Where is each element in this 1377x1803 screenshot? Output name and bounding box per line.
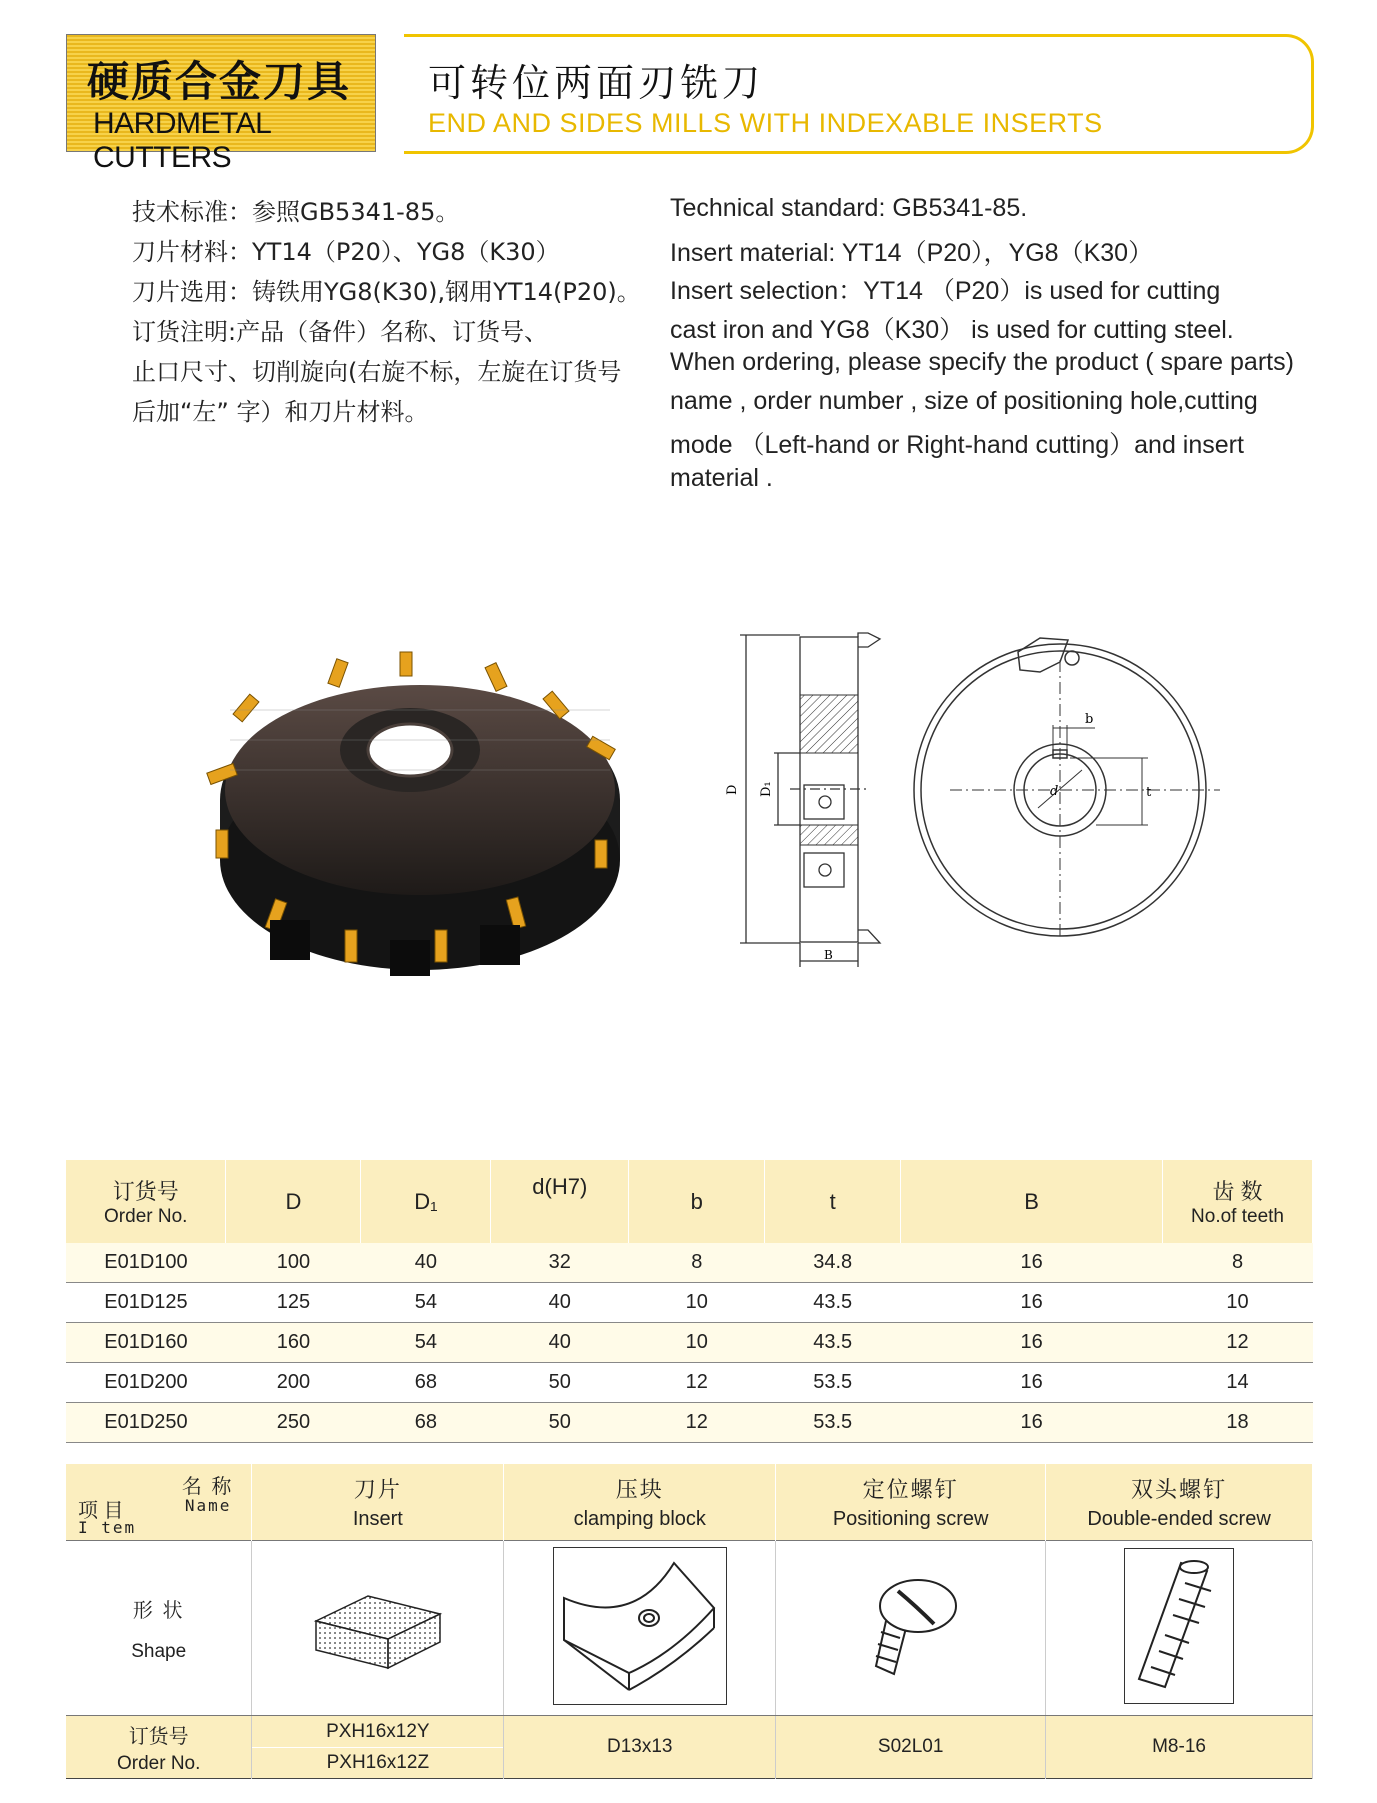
- order-label-en: Order No.: [116, 1752, 201, 1774]
- cell-d: 40: [491, 1283, 629, 1323]
- double-screw-shape-cell: [1046, 1541, 1313, 1716]
- cell-order: E01D160: [66, 1323, 226, 1363]
- parts-shape-row: [66, 1541, 1313, 1716]
- side-section-drawing: [725, 625, 890, 970]
- col-header-teeth-en: No.of teeth: [1191, 1206, 1284, 1227]
- intro-en-line: material .: [670, 463, 773, 492]
- corner-name-en: Name: [184, 1496, 232, 1515]
- order-label-zh: 订货号: [128, 1725, 189, 1748]
- cell-B: 16: [901, 1283, 1163, 1323]
- cell-D1: 68: [361, 1403, 491, 1443]
- cell-d: 50: [491, 1363, 629, 1403]
- double-screw-shape-image: [1125, 1549, 1233, 1703]
- cell-D: 125: [226, 1283, 361, 1323]
- col-header-zh: 压块: [615, 1477, 664, 1502]
- insert-order-cell: [252, 1716, 504, 1779]
- page-title-zh: 可转位两面刃铣刀: [428, 61, 765, 105]
- cell-teeth: 18: [1163, 1403, 1313, 1443]
- badge-title-zh: 硬质合金刀具: [87, 57, 352, 106]
- intro-en-line: name , order number , size of positioning hole,cutting: [670, 386, 1258, 415]
- table-row: [66, 1283, 1313, 1323]
- screw-shape-cell: [776, 1541, 1046, 1716]
- corner-item-zh: 项 目: [78, 1500, 124, 1522]
- cell-B: 16: [901, 1363, 1163, 1403]
- spec-table: [66, 1160, 1313, 1443]
- cell-d: 50: [491, 1403, 629, 1443]
- insert-shape-cell: [252, 1541, 504, 1716]
- col-header-b: b: [629, 1160, 765, 1243]
- cell-B: 16: [901, 1243, 1163, 1283]
- col-header-zh: 刀片: [353, 1477, 402, 1502]
- insert-order-z: PXH16x12Z: [326, 1751, 430, 1773]
- cell-b: 10: [629, 1323, 765, 1363]
- cell-B: 16: [901, 1323, 1163, 1363]
- cell-D1: 54: [361, 1323, 491, 1363]
- col-header-t: t: [765, 1160, 901, 1243]
- dim-label-t: t: [1146, 785, 1152, 800]
- intro-zh-line: 刀片选用：铸铁用YG8(K30),钢用YT14(P20)。: [132, 278, 641, 306]
- cell-order: E01D100: [66, 1243, 226, 1283]
- col-header-en: Insert: [352, 1508, 403, 1530]
- corner-item-en: I tem: [78, 1518, 137, 1537]
- shape-label-en: Shape: [131, 1640, 187, 1662]
- col-header-zh: 双头螺钉: [1131, 1477, 1228, 1502]
- col-header-teeth-zh: 齿 数: [1212, 1179, 1263, 1204]
- col-header-en: Double-ended screw: [1087, 1508, 1271, 1530]
- cell-teeth: 8: [1163, 1243, 1313, 1283]
- parts-table: [66, 1464, 1313, 1779]
- cell-teeth: 14: [1163, 1363, 1313, 1403]
- intro-en-line: mode （Left-hand or Right-hand cutting）and insert: [670, 431, 1244, 459]
- insert-order-y: PXH16x12Y: [252, 1717, 503, 1748]
- insert-shape-image: [308, 1576, 448, 1676]
- double-screw-shape-frame: [1124, 1548, 1234, 1704]
- col-header-positioning-screw: [776, 1464, 1046, 1541]
- cell-teeth: 10: [1163, 1283, 1313, 1323]
- intro-en: [670, 194, 1294, 502]
- intro-zh-line: 止口尺寸、切削旋向(右旋不标，左旋在订货号: [132, 358, 622, 386]
- cell-t: 53.5: [765, 1363, 901, 1403]
- page-title-en: END AND SIDES MILLS WITH INDEXABLE INSERTS: [428, 108, 1103, 138]
- cell-order: E01D125: [66, 1283, 226, 1323]
- parts-header-row: [66, 1464, 1313, 1541]
- clamp-shape-image: [554, 1548, 726, 1704]
- intro-zh-line: 后加“左” 字）和刀片材料。: [132, 398, 429, 426]
- intro-zh-line: 刀片材料：YT14（P20）、YG8（K30）: [132, 238, 560, 266]
- cell-D: 100: [226, 1243, 361, 1283]
- cell-B: 16: [901, 1403, 1163, 1443]
- intro-zh-line: 订货注明:产品（备件）名称、订货号、: [132, 318, 549, 346]
- col-header-teeth: [1163, 1160, 1313, 1243]
- intro-en-line: Technical standard: GB5341-85.: [670, 194, 1028, 222]
- cell-D: 160: [226, 1323, 361, 1363]
- clamp-shape-frame: [553, 1547, 727, 1705]
- intro-en-line: Insert material: YT14（P20），YG8（K30）: [670, 238, 1154, 267]
- col-header-d: d(H7): [491, 1160, 629, 1243]
- col-header-clamping-block: [504, 1464, 776, 1541]
- dim-label-B: B: [824, 948, 833, 962]
- clamp-order-cell: D13x13: [504, 1716, 776, 1779]
- cell-t: 43.5: [765, 1323, 901, 1363]
- col-header-double-ended-screw: [1046, 1464, 1313, 1541]
- cell-t: 34.8: [765, 1243, 901, 1283]
- intro-en-line: When ordering, please specify the product ( spare parts): [670, 348, 1294, 376]
- table-row: [66, 1403, 1313, 1443]
- spec-header-row: [66, 1160, 1313, 1243]
- intro-zh-line: 技术标准：参照GB5341-85。: [132, 198, 460, 226]
- clamp-shape-cell: [504, 1541, 776, 1716]
- col-header-B: B: [901, 1160, 1163, 1243]
- intro-en-line: Insert selection：YT14 （P20）is used for cutting: [670, 277, 1221, 305]
- cell-b: 10: [629, 1283, 765, 1323]
- cell-b: 12: [629, 1363, 765, 1403]
- cell-b: 8: [629, 1243, 765, 1283]
- cutter-photo: [210, 650, 630, 980]
- table-row: [66, 1243, 1313, 1283]
- badge-title-en: HARDMETAL CUTTERS: [93, 107, 271, 174]
- cell-D1: 54: [361, 1283, 491, 1323]
- order-label-cell: [66, 1716, 252, 1779]
- screw-order-cell: S02L01: [776, 1716, 1046, 1779]
- corner-name-zh: 名 称: [181, 1476, 234, 1498]
- table-row: [66, 1363, 1313, 1403]
- cell-t: 43.5: [765, 1283, 901, 1323]
- cell-D: 250: [226, 1403, 361, 1443]
- col-header-en: clamping block: [573, 1508, 706, 1530]
- cell-D1: 68: [361, 1363, 491, 1403]
- double-screw-order-cell: M8-16: [1046, 1716, 1313, 1779]
- parts-corner-cell: [66, 1464, 252, 1541]
- cell-t: 53.5: [765, 1403, 901, 1443]
- cell-teeth: 12: [1163, 1323, 1313, 1363]
- parts-order-row: [66, 1716, 1313, 1779]
- cell-D1: 40: [361, 1243, 491, 1283]
- cell-b: 12: [629, 1403, 765, 1443]
- dim-label-b: b: [1085, 712, 1094, 727]
- col-header-D: D: [226, 1160, 361, 1243]
- dim-label-d: d: [1050, 784, 1059, 799]
- intro-en-line: cast iron and YG8（K30） is used for cutting steel.: [670, 315, 1234, 344]
- dim-label-D1: D₁: [759, 781, 774, 797]
- cell-D: 200: [226, 1363, 361, 1403]
- table-row: [66, 1323, 1313, 1363]
- screw-shape-image: [856, 1566, 966, 1686]
- shape-label-zh: 形 状: [132, 1599, 185, 1622]
- col-header-order-en: Order No.: [104, 1206, 188, 1227]
- cell-d: 40: [491, 1323, 629, 1363]
- category-badge: [66, 34, 376, 174]
- front-view-drawing: [910, 630, 1230, 950]
- col-header-D1: D₁: [361, 1160, 491, 1243]
- dim-label-D: D: [725, 784, 740, 795]
- col-header-order-zh: 订货号: [112, 1179, 179, 1204]
- col-header-insert: [252, 1464, 504, 1541]
- cell-order: E01D200: [66, 1363, 226, 1403]
- shape-label-cell: [66, 1541, 252, 1716]
- col-header-en: Positioning screw: [832, 1508, 989, 1530]
- intro-zh: [132, 192, 641, 432]
- col-header-zh: 定位螺钉: [862, 1477, 959, 1502]
- cell-d: 32: [491, 1243, 629, 1283]
- col-header-order: [66, 1160, 226, 1243]
- cell-order: E01D250: [66, 1403, 226, 1443]
